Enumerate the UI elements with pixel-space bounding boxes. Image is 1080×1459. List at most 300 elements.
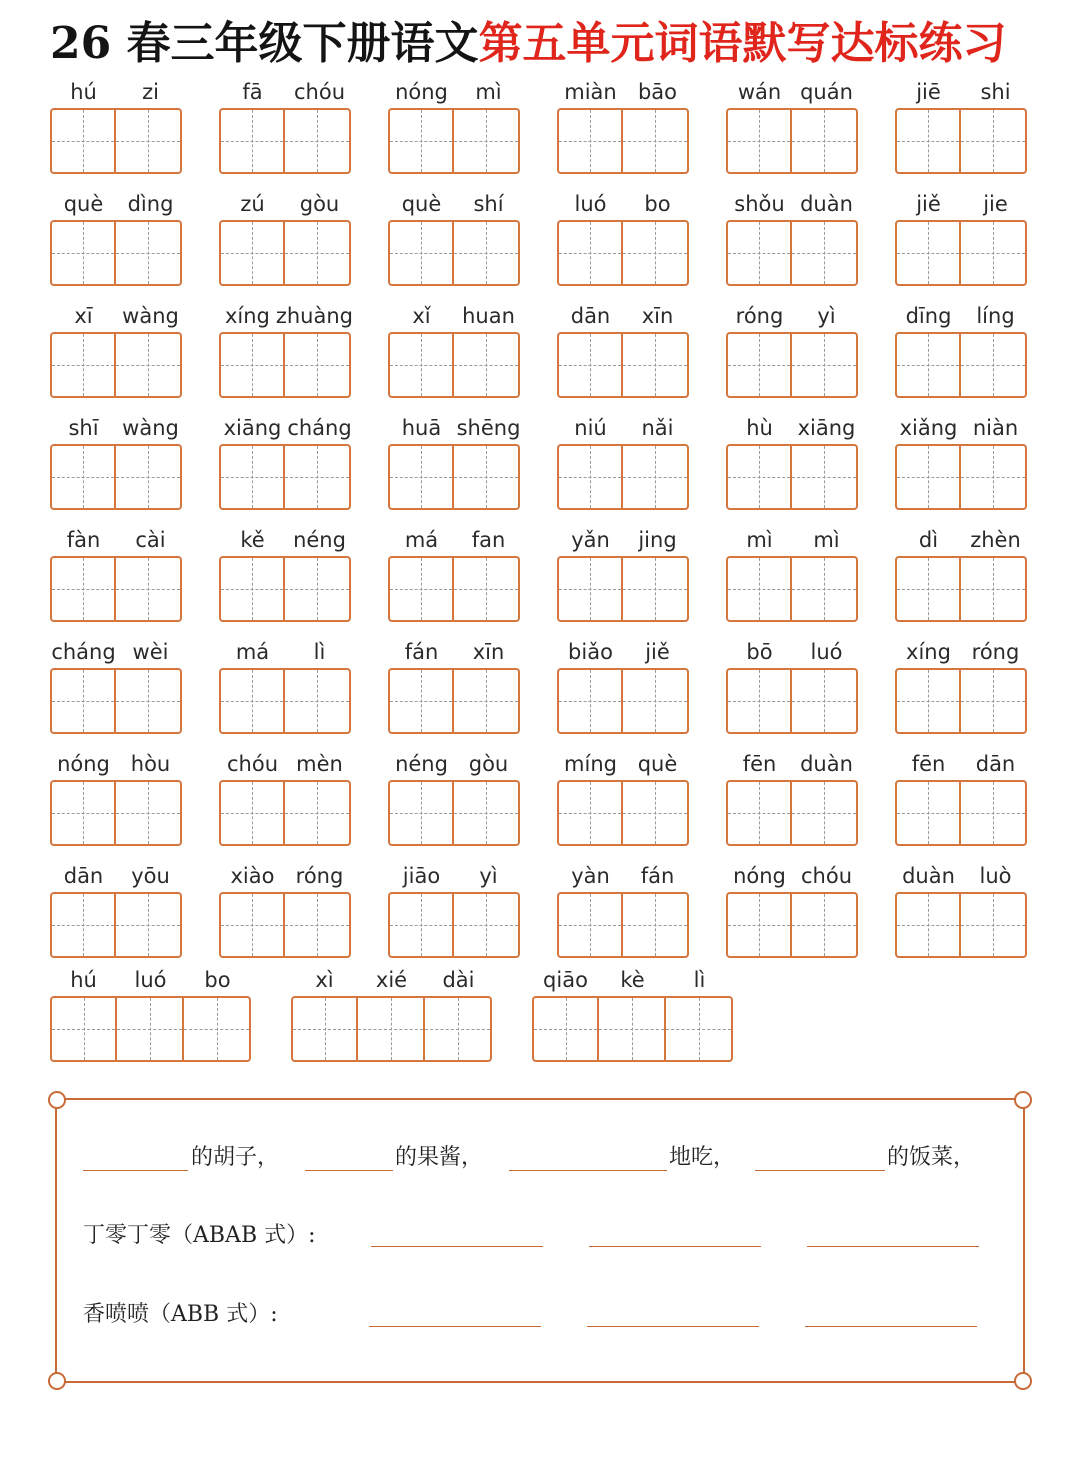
pinyin-syllable: shi (980, 80, 1011, 104)
writing-cell[interactable] (116, 668, 182, 734)
word-item (50, 524, 184, 636)
pinyin-syllable: nóng (395, 80, 448, 104)
word-item (726, 188, 860, 300)
writing-cell[interactable] (792, 108, 858, 174)
writing-boxes (895, 220, 1029, 286)
writing-cell[interactable] (557, 108, 623, 174)
writing-boxes (726, 780, 860, 846)
pinyin-syllable: fán (640, 864, 675, 888)
blank-line[interactable] (805, 1326, 977, 1327)
writing-cell[interactable] (961, 444, 1027, 510)
writing-boxes (388, 332, 522, 398)
pinyin-syllable: bō (746, 640, 773, 664)
pinyin-syllable: dān (63, 864, 104, 888)
pinyin-syllable: xǐ (412, 304, 431, 328)
writing-cell[interactable] (116, 220, 182, 286)
pinyin-syllable: yōu (131, 864, 170, 888)
pinyin-syllable: fàn (66, 528, 101, 552)
pinyin-syllable: dài (442, 968, 475, 992)
pinyin-syllable: hú (70, 968, 97, 992)
pinyin-row (726, 300, 860, 332)
panel-corner (1014, 1091, 1032, 1109)
writing-cell[interactable] (116, 556, 182, 622)
pinyin-syllable: nǎi (641, 416, 674, 440)
writing-cell[interactable] (388, 556, 454, 622)
writing-cell[interactable] (666, 996, 733, 1062)
writing-cell[interactable] (285, 108, 351, 174)
three-char-words (50, 964, 770, 1062)
writing-cell[interactable] (961, 332, 1027, 398)
pinyin-syllable: fēn (742, 752, 777, 776)
word-item (726, 300, 860, 412)
pinyin-row (726, 412, 860, 444)
word-item (50, 412, 184, 524)
pinyin-row (557, 300, 691, 332)
writing-cell[interactable] (388, 332, 454, 398)
writing-cell[interactable] (454, 444, 520, 510)
word-item (895, 524, 1029, 636)
writing-cell[interactable] (116, 444, 182, 510)
writing-cell[interactable] (219, 780, 285, 846)
pinyin-row (50, 748, 184, 780)
word-item (557, 412, 691, 524)
word-item (726, 412, 860, 524)
writing-cell[interactable] (388, 444, 454, 510)
pinyin-syllable: wàng (122, 416, 179, 440)
pinyin-syllable: fán (404, 640, 439, 664)
writing-cell[interactable] (425, 996, 492, 1062)
pinyin-row (388, 860, 522, 892)
writing-cell[interactable] (50, 220, 116, 286)
writing-boxes (895, 444, 1029, 510)
pinyin-syllable: bo (204, 968, 231, 992)
pinyin-syllable: fā (242, 80, 263, 104)
writing-cell[interactable] (895, 108, 961, 174)
blank-line[interactable] (755, 1170, 885, 1171)
word-item (557, 300, 691, 412)
word-item (726, 76, 860, 188)
pinyin-row (50, 300, 184, 332)
pinyin-syllable: jiě (916, 192, 941, 216)
writing-cell[interactable] (285, 220, 351, 286)
word-item (388, 524, 522, 636)
pinyin-syllable: xiào (230, 864, 275, 888)
pinyin-syllable: xíng (224, 304, 270, 328)
writing-boxes (557, 220, 691, 286)
pinyin-syllable: kè (620, 968, 645, 992)
writing-cell[interactable] (623, 668, 689, 734)
writing-cell[interactable] (219, 556, 285, 622)
writing-cell[interactable] (726, 668, 792, 734)
title-grade: 26 春三年级下册语文 (50, 18, 479, 69)
writing-boxes (726, 444, 860, 510)
word-item (726, 748, 860, 860)
writing-cell[interactable] (557, 332, 623, 398)
pinyin-syllable: má (404, 528, 439, 552)
pinyin-syllable: duàn (800, 752, 853, 776)
pinyin-row (219, 76, 353, 108)
pinyin-syllable: wán (737, 80, 782, 104)
writing-cell[interactable] (285, 668, 351, 734)
blank-line[interactable] (83, 1170, 188, 1171)
word-item (388, 636, 522, 748)
writing-boxes (219, 780, 353, 846)
pinyin-syllable: fan (471, 528, 506, 552)
pinyin-syllable: què (637, 752, 678, 776)
blank-line[interactable] (305, 1170, 393, 1171)
pinyin-row (726, 188, 860, 220)
writing-cell[interactable] (895, 220, 961, 286)
writing-cell[interactable] (219, 220, 285, 286)
pinyin-syllable: mì (475, 80, 502, 104)
writing-cell[interactable] (219, 444, 285, 510)
writing-cell[interactable] (895, 556, 961, 622)
word-item (388, 748, 522, 860)
pinyin-syllable: jiě (645, 640, 670, 664)
word-item (726, 636, 860, 748)
writing-cell[interactable] (557, 892, 623, 958)
pinyin-row (895, 748, 1029, 780)
writing-boxes (50, 556, 184, 622)
writing-cell[interactable] (116, 108, 182, 174)
pinyin-syllable: líng (976, 304, 1015, 328)
writing-cell[interactable] (557, 556, 623, 622)
word-item (50, 188, 184, 300)
pinyin-syllable: míng (564, 752, 617, 776)
writing-cell[interactable] (961, 108, 1027, 174)
writing-boxes (557, 332, 691, 398)
writing-cell[interactable] (792, 668, 858, 734)
writing-cell[interactable] (50, 780, 116, 846)
pinyin-row (50, 860, 184, 892)
writing-cell[interactable] (623, 780, 689, 846)
pinyin-syllable: hòu (130, 752, 171, 776)
writing-boxes (726, 556, 860, 622)
pinyin-syllable: shí (473, 192, 504, 216)
blank-line[interactable] (371, 1246, 543, 1247)
writing-cell[interactable] (50, 668, 116, 734)
pinyin-syllable: miàn (564, 80, 617, 104)
pinyin-row (219, 412, 353, 444)
writing-cell[interactable] (219, 668, 285, 734)
writing-boxes (726, 668, 860, 734)
pinyin-row (532, 964, 733, 996)
writing-cell[interactable] (388, 892, 454, 958)
pinyin-row (219, 860, 353, 892)
pinyin-syllable: jie (983, 192, 1008, 216)
pinyin-syllable: xīn (472, 640, 505, 664)
writing-cell[interactable] (726, 780, 792, 846)
writing-cell[interactable] (623, 444, 689, 510)
writing-cell[interactable] (50, 556, 116, 622)
pinyin-syllable: cài (135, 528, 166, 552)
pinyin-row (388, 748, 522, 780)
pinyin-row (219, 636, 353, 668)
panel-corner (48, 1091, 66, 1109)
phrase-jam: 的果酱， (395, 1145, 484, 1170)
writing-boxes (50, 780, 184, 846)
blank-line[interactable] (807, 1246, 979, 1247)
pinyin-row (557, 76, 691, 108)
writing-cell[interactable] (792, 444, 858, 510)
pinyin-syllable: yǎn (571, 528, 610, 552)
writing-cell[interactable] (623, 108, 689, 174)
writing-cell[interactable] (285, 444, 351, 510)
pinyin-row (895, 524, 1029, 556)
abab-label: 丁零丁零（ABAB 式）: (83, 1223, 316, 1248)
writing-cell[interactable] (792, 332, 858, 398)
writing-boxes (557, 780, 691, 846)
writing-cell[interactable] (50, 444, 116, 510)
writing-cell[interactable] (895, 780, 961, 846)
pinyin-row (557, 412, 691, 444)
pinyin-syllable: róng (971, 640, 1020, 664)
writing-boxes (895, 780, 1029, 846)
writing-cell[interactable] (792, 220, 858, 286)
pinyin-syllable: què (63, 192, 104, 216)
pinyin-syllable: yàn (571, 864, 610, 888)
panel-corner (48, 1372, 66, 1390)
writing-boxes (388, 892, 522, 958)
writing-cell[interactable] (50, 892, 116, 958)
word-item (895, 76, 1029, 188)
writing-boxes (895, 892, 1029, 958)
phrase-beard: 的胡子， (191, 1145, 280, 1170)
word-item (219, 860, 353, 972)
word-item (388, 300, 522, 412)
writing-boxes (388, 780, 522, 846)
pinyin-syllable: cháng (287, 416, 352, 440)
word-item (557, 636, 691, 748)
pinyin-row (219, 748, 353, 780)
pinyin-syllable: zi (142, 80, 159, 104)
pinyin-syllable: bo (644, 192, 671, 216)
word-item (388, 76, 522, 188)
pinyin-syllable: chóu (800, 864, 852, 888)
pinyin-syllable: qiāo (543, 968, 588, 992)
pinyin-row (388, 76, 522, 108)
word-item (50, 76, 184, 188)
pinyin-row (50, 76, 184, 108)
pinyin-syllable: wèi (132, 640, 169, 664)
pinyin-syllable: wàng (122, 304, 179, 328)
pinyin-syllable: nóng (57, 752, 110, 776)
writing-cell[interactable] (454, 220, 520, 286)
writing-cell[interactable] (388, 108, 454, 174)
writing-cell[interactable] (557, 780, 623, 846)
writing-cell[interactable] (184, 996, 251, 1062)
pinyin-syllable: má (235, 640, 270, 664)
writing-cell[interactable] (532, 996, 599, 1062)
writing-boxes (388, 668, 522, 734)
pinyin-syllable: luò (979, 864, 1012, 888)
writing-cell[interactable] (116, 332, 182, 398)
word-item (557, 860, 691, 972)
writing-cell[interactable] (285, 556, 351, 622)
writing-cell[interactable] (116, 892, 182, 958)
writing-boxes (726, 108, 860, 174)
blank-line[interactable] (589, 1246, 761, 1247)
pinyin-row (726, 748, 860, 780)
writing-cell[interactable] (50, 108, 116, 174)
writing-cell[interactable] (895, 892, 961, 958)
writing-cell[interactable] (726, 220, 792, 286)
pinyin-row (388, 188, 522, 220)
pinyin-syllable: cháng (51, 640, 116, 664)
writing-cell[interactable] (792, 892, 858, 958)
writing-boxes (726, 220, 860, 286)
writing-boxes (557, 108, 691, 174)
word-item (895, 300, 1029, 412)
writing-cell[interactable] (454, 108, 520, 174)
writing-boxes (50, 332, 184, 398)
writing-cell[interactable] (388, 668, 454, 734)
writing-boxes (219, 332, 353, 398)
title-unit: 第五单元词语默写达标练习 (478, 18, 1007, 69)
writing-cell[interactable] (291, 996, 358, 1062)
writing-cell[interactable] (557, 668, 623, 734)
writing-cell[interactable] (895, 332, 961, 398)
writing-cell[interactable] (285, 892, 351, 958)
writing-cell[interactable] (726, 892, 792, 958)
writing-cell[interactable] (454, 668, 520, 734)
writing-cell[interactable] (388, 780, 454, 846)
writing-cell[interactable] (219, 332, 285, 398)
writing-cell[interactable] (454, 780, 520, 846)
writing-cell[interactable] (454, 556, 520, 622)
writing-cell[interactable] (454, 332, 520, 398)
writing-boxes (50, 108, 184, 174)
writing-cell[interactable] (116, 780, 182, 846)
pinyin-syllable: xīn (641, 304, 674, 328)
pinyin-syllable: nóng (733, 864, 786, 888)
writing-cell[interactable] (792, 780, 858, 846)
pinyin-syllable: shēng (456, 416, 521, 440)
writing-boxes (388, 444, 522, 510)
pinyin-syllable: hù (746, 416, 773, 440)
pinyin-syllable: yì (479, 864, 498, 888)
writing-cell[interactable] (726, 332, 792, 398)
pinyin-row (557, 748, 691, 780)
pinyin-syllable: luó (810, 640, 843, 664)
writing-boxes (388, 220, 522, 286)
writing-boxes (219, 892, 353, 958)
word-item (388, 412, 522, 524)
writing-cell[interactable] (961, 668, 1027, 734)
writing-boxes (895, 108, 1029, 174)
writing-cell[interactable] (726, 108, 792, 174)
writing-cell[interactable] (895, 444, 961, 510)
pinyin-syllable: duàn (902, 864, 955, 888)
writing-cell[interactable] (358, 996, 425, 1062)
blank-line[interactable] (369, 1326, 541, 1327)
word-item (388, 188, 522, 300)
writing-cell[interactable] (454, 892, 520, 958)
word-item (219, 412, 353, 524)
writing-boxes (895, 332, 1029, 398)
pinyin-syllable: què (401, 192, 442, 216)
writing-cell[interactable] (623, 892, 689, 958)
pinyin-syllable: xì (315, 968, 334, 992)
pinyin-syllable: róng (295, 864, 344, 888)
word-item (219, 636, 353, 748)
pinyin-row (388, 524, 522, 556)
writing-boxes (388, 556, 522, 622)
pinyin-row (895, 76, 1029, 108)
blank-line[interactable] (587, 1326, 759, 1327)
pinyin-row (50, 188, 184, 220)
pinyin-row (895, 300, 1029, 332)
writing-cell[interactable] (726, 444, 792, 510)
pinyin-syllable: niàn (972, 416, 1019, 440)
pinyin-row (726, 524, 860, 556)
pinyin-syllable: luó (574, 192, 607, 216)
writing-cell[interactable] (961, 220, 1027, 286)
writing-cell[interactable] (726, 556, 792, 622)
word-item (219, 300, 353, 412)
pinyin-row (726, 636, 860, 668)
pinyin-row (50, 964, 251, 996)
writing-boxes (219, 444, 353, 510)
word-grid (50, 76, 1040, 972)
word-item (557, 524, 691, 636)
writing-cell[interactable] (599, 996, 666, 1062)
pinyin-row (219, 300, 353, 332)
page-title (50, 16, 1007, 72)
writing-cell[interactable] (50, 996, 117, 1062)
writing-cell[interactable] (895, 668, 961, 734)
word-item (895, 188, 1029, 300)
writing-cell[interactable] (219, 892, 285, 958)
writing-cell[interactable] (623, 332, 689, 398)
writing-boxes (50, 892, 184, 958)
writing-boxes (557, 668, 691, 734)
writing-cell[interactable] (219, 108, 285, 174)
pinyin-syllable: xī (74, 304, 93, 328)
writing-cell[interactable] (557, 444, 623, 510)
writing-cell[interactable] (50, 332, 116, 398)
word-item (557, 748, 691, 860)
word-item (219, 76, 353, 188)
writing-boxes (50, 220, 184, 286)
writing-cell[interactable] (285, 332, 351, 398)
pinyin-syllable: jiē (916, 80, 941, 104)
pinyin-row (557, 188, 691, 220)
writing-cell[interactable] (961, 780, 1027, 846)
pinyin-syllable: lì (313, 640, 326, 664)
pinyin-syllable: mì (746, 528, 773, 552)
writing-boxes (388, 108, 522, 174)
writing-boxes (726, 332, 860, 398)
writing-cell[interactable] (961, 556, 1027, 622)
writing-cell[interactable] (961, 892, 1027, 958)
pinyin-row (388, 636, 522, 668)
writing-cell[interactable] (623, 556, 689, 622)
pinyin-syllable: kě (240, 528, 265, 552)
pinyin-syllable: hú (70, 80, 97, 104)
blank-line[interactable] (509, 1170, 667, 1171)
writing-cell[interactable] (557, 220, 623, 286)
word-item (895, 748, 1029, 860)
word-item (219, 188, 353, 300)
writing-cell[interactable] (388, 220, 454, 286)
writing-cell[interactable] (792, 556, 858, 622)
writing-cell[interactable] (623, 220, 689, 286)
writing-cell[interactable] (285, 780, 351, 846)
writing-cell[interactable] (117, 996, 184, 1062)
word-item-3 (291, 964, 492, 1062)
pinyin-syllable: xíng (906, 640, 951, 664)
